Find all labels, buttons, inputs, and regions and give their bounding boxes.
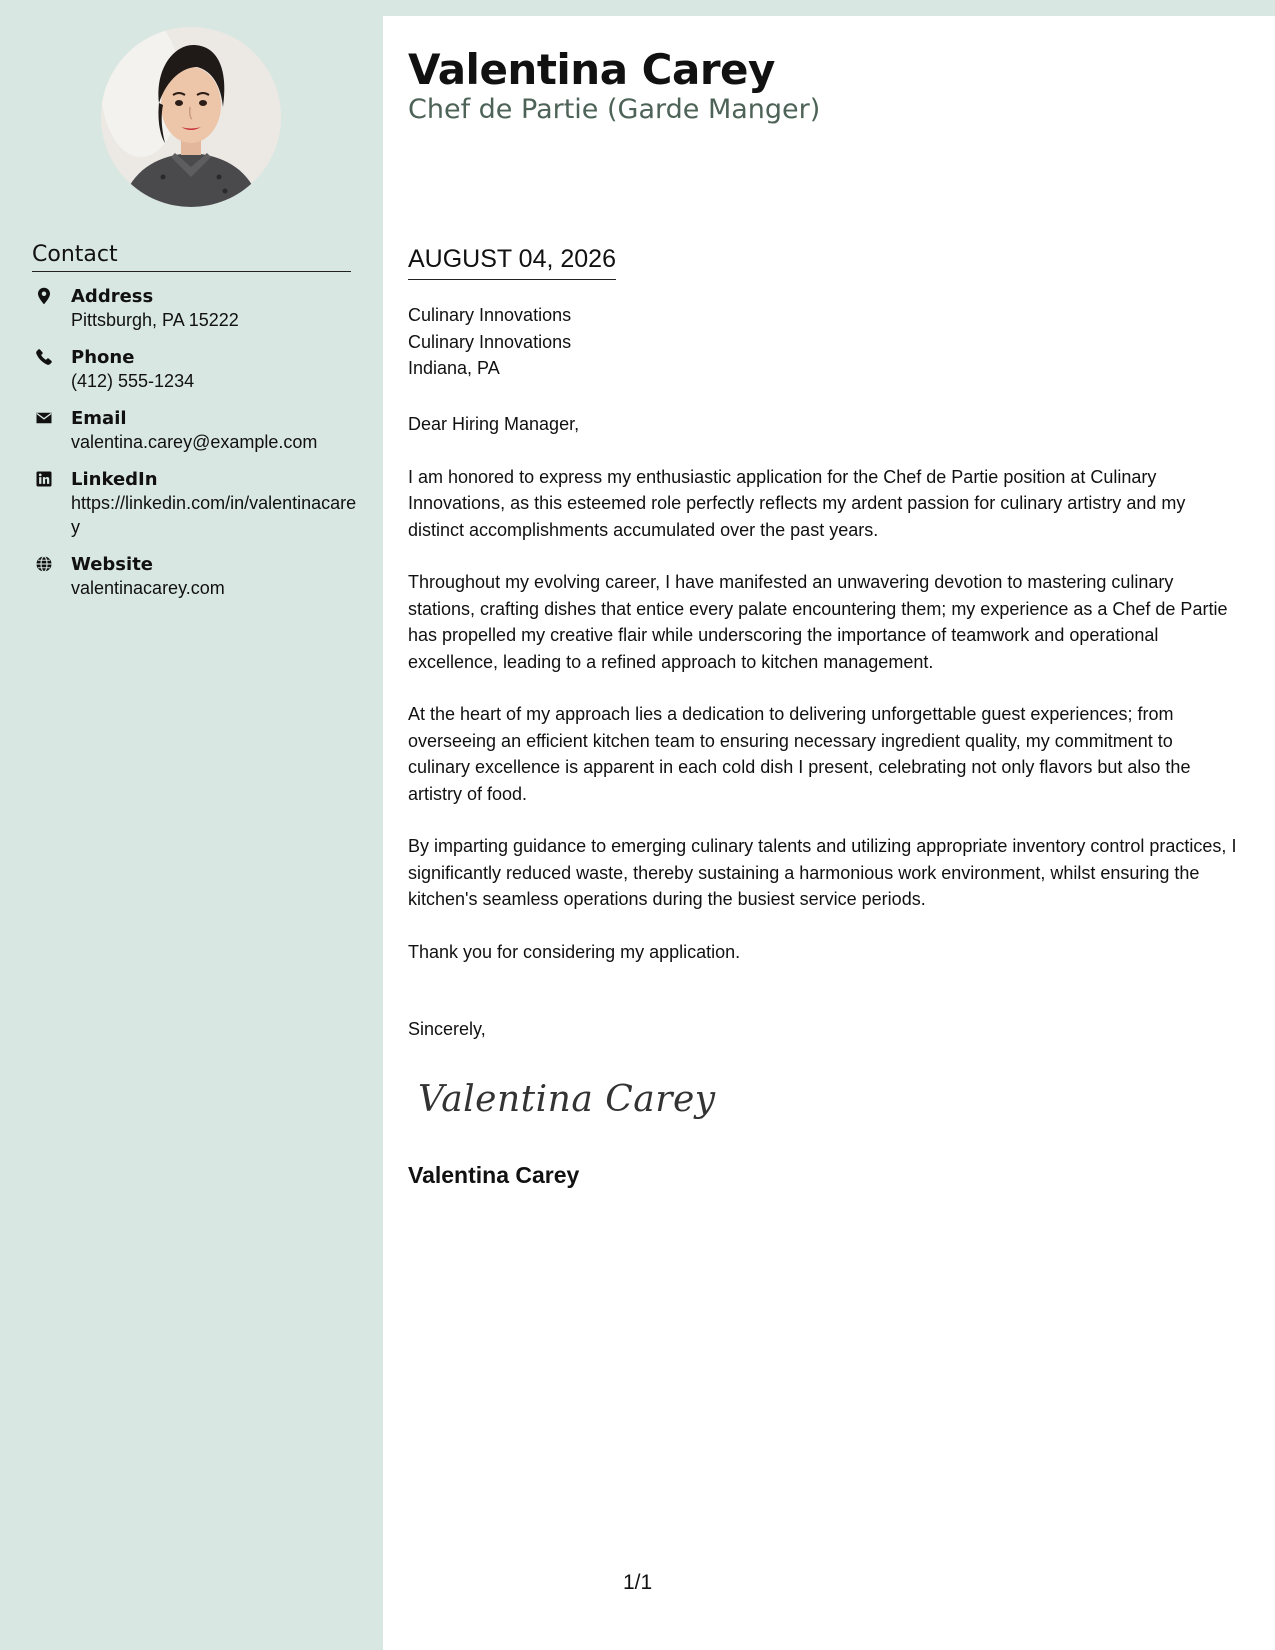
globe-icon	[35, 555, 53, 573]
envelope-icon	[35, 409, 53, 427]
linkedin-icon	[35, 470, 53, 488]
applicant-title: Chef de Partie (Garde Manger)	[408, 94, 821, 125]
contact-item-address	[32, 285, 362, 332]
map-pin-icon	[35, 287, 53, 305]
handwritten-signature: Valentina Carey	[418, 1079, 716, 1120]
contact-label: Email	[71, 408, 127, 429]
contact-item-phone	[32, 346, 362, 393]
contact-label: LinkedIn	[71, 469, 158, 490]
phone-icon	[35, 348, 53, 366]
contact-label: Phone	[71, 347, 135, 368]
linkedin-url[interactable]: https://linkedin.com/in/valentinacarey	[71, 493, 357, 537]
person-portrait-icon	[101, 27, 281, 207]
body-paragraph: Thank you for considering my application.	[408, 941, 741, 962]
page-number: 1/1	[623, 1571, 653, 1594]
closing: Sincerely,	[408, 1019, 486, 1039]
signed-name: Valentina Carey	[408, 1162, 580, 1188]
contact-item-linkedin	[32, 468, 362, 539]
recipient-line: Culinary Innovations	[408, 331, 572, 352]
body-paragraph: I am honored to express my enthusiastic application for the Chef de Partie position at Culinary Innovations, as this esteemed role perfectly reflects my ardent passion for culinary artistry and my distinct accomplishments accumulated over the past years.	[408, 466, 1186, 540]
body-paragraph: Throughout my evolving career, I have manifested an unwavering devotion to mastering culinary stations, crafting dishes that entice every palate encountering them; my experience as a Chef de Partie has propelled my creative flair while underscoring the importance of teamwork and operational excellence, leading to a refined approach to kitchen management.	[408, 572, 1228, 672]
letter-body	[408, 411, 1238, 991]
contact-value: (412) 555-1234	[71, 371, 195, 391]
body-paragraph: At the heart of my approach lies a dedication to delivering unforgettable guest experiences; from overseeing an efficient kitchen team to ensuring necessary ingredient quality, my commitment to culinary excellence is apparent in each cold dish I present, celebrating not only flavors but also the artistry of food.	[408, 704, 1191, 804]
body-paragraph: By imparting guidance to emerging culinary talents and utilizing appropriate inventory control practices, I significantly reduced waste, thereby sustaining a harmonious work environment, whilst ensuring the kitchen's seamless operations during the busiest service periods.	[408, 836, 1237, 909]
contact-label: Address	[71, 286, 154, 307]
contact-list	[32, 285, 362, 614]
contact-value: Pittsburgh, PA 15222	[71, 310, 239, 330]
applicant-name: Valentina Carey	[408, 45, 775, 94]
contact-item-website	[32, 553, 362, 600]
salutation: Dear Hiring Manager,	[408, 414, 580, 434]
recipient-line: Indiana, PA	[408, 358, 500, 378]
recipient-block	[408, 302, 571, 382]
website-url[interactable]: valentinacarey.com	[71, 578, 225, 598]
recipient-line: Culinary Innovations	[408, 305, 572, 325]
sidebar	[0, 0, 383, 1650]
contact-label: Website	[71, 554, 154, 575]
contact-heading: Contact	[32, 240, 351, 272]
letter-date: AUGUST 04, 2026	[408, 242, 616, 280]
contact-value: valentina.carey@example.com	[71, 432, 318, 452]
profile-photo	[101, 27, 281, 207]
contact-item-email	[32, 407, 362, 454]
